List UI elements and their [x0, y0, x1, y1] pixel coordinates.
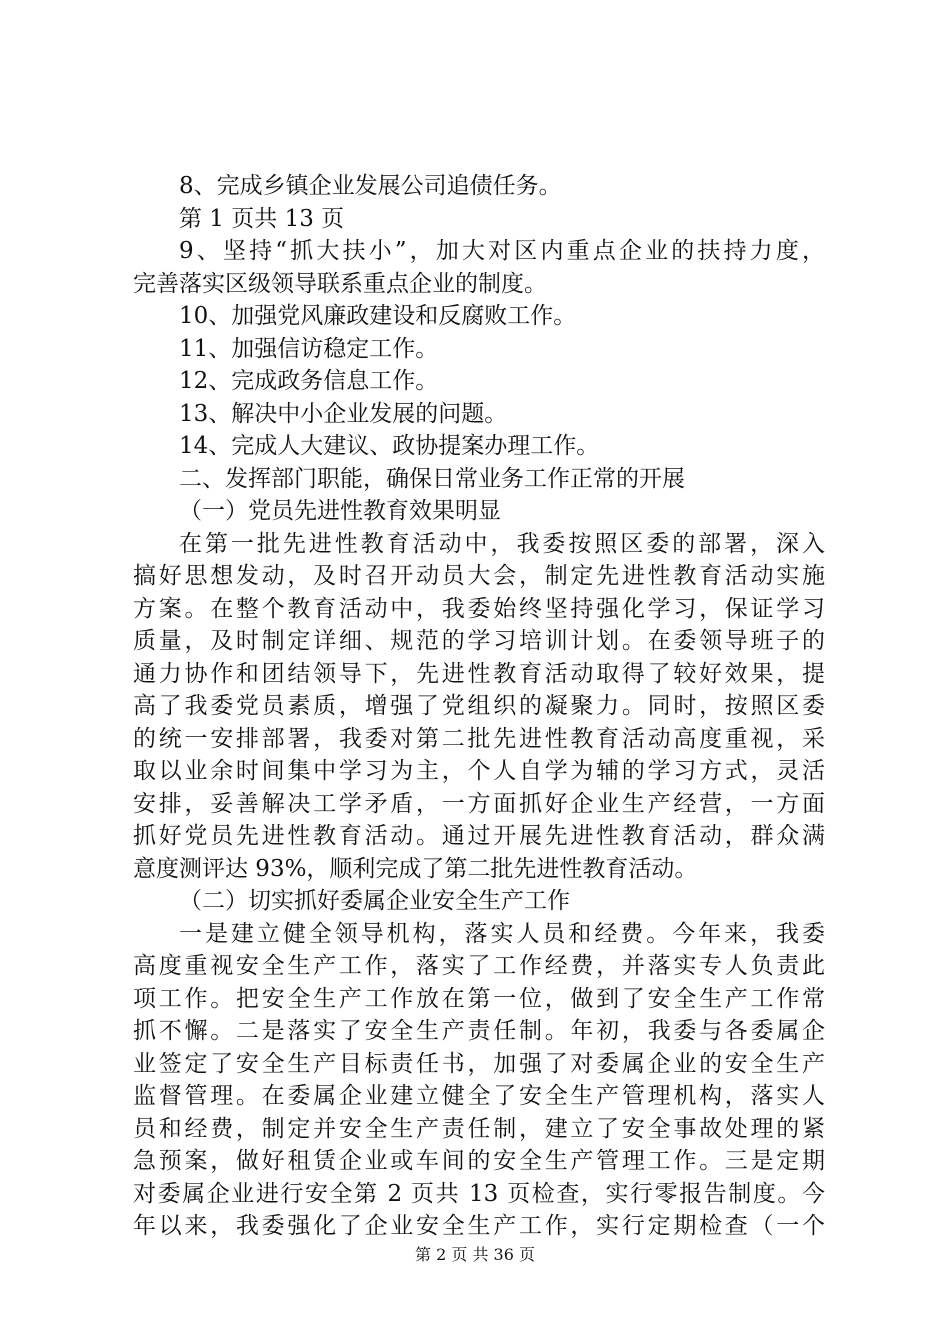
text-line: 10、加强党风廉政建设和反腐败工作。 [179, 303, 577, 329]
text-line: 抓好党员先进性教育活动。通过开展先进性教育活动，群众满 [133, 823, 825, 849]
text-line: 14、完成人大建议、政协提案办理工作。 [179, 433, 600, 459]
text-line: 安排，妥善解决工学矛盾，一方面抓好企业生产经营，一方面 [133, 790, 825, 817]
page-footer: 第 2 页 共 36 页 [415, 1245, 535, 1264]
text-line: 通力协作和团结领导下，先进性教育活动取得了较好效果，提 [133, 660, 825, 687]
text-line: 高了我委党员素质，增强了党组织的凝聚力。同时，按照区委 [133, 693, 825, 719]
text-line: 11、加强信访稳定工作。 [179, 335, 439, 362]
text-line: 9、坚持“抓大扶小”，加大对区内重点企业的扶持力度， [179, 238, 825, 264]
text-line: 在第一批先进性教育活动中，我委按照区委的部署，深入 [179, 530, 825, 557]
text-line: 13、解决中小企业发展的问题。 [179, 400, 508, 427]
text-line: 抓不懈。二是落实了安全生产责任制。年初，我委与各委属企 [133, 1018, 825, 1044]
text-line: 业签定了安全生产目标责任书，加强了对委属企业的安全生产 [133, 1050, 825, 1077]
text-line: 意度测评达 93%，顺利完成了第二批先进性教育活动。 [133, 855, 698, 882]
text-line: 高度重视安全生产工作，落实了工作经费，并落实专人负责此 [133, 953, 825, 979]
text-line: 项工作。把安全生产工作放在第一位，做到了安全生产工作常 [133, 985, 825, 1012]
text-line: 年以来，我委强化了企业安全生产工作，实行定期检查（一个 [133, 1213, 825, 1239]
text-line: 方案。在整个教育活动中，我委始终坚持强化学习，保证学习 [133, 595, 825, 622]
text-line: （一）党员先进性教育效果明显 [179, 498, 501, 524]
text-line: 质量，及时制定详细、规范的学习培训计划。在委领导班子的 [133, 628, 825, 654]
text-line: 对委属企业进行安全第 2 页共 13 页检查，实行零报告制度。今 [133, 1180, 825, 1207]
text-line: 二、发挥部门职能，确保日常业务工作正常的开展 [179, 465, 685, 492]
text-line: 一是建立健全领导机构，落实人员和经费。今年来，我委 [179, 920, 825, 947]
text-line: 搞好思想发动，及时召开动员大会，制定先进性教育活动实施 [133, 563, 825, 589]
text-line: 监督管理。在委属企业建立健全了安全生产管理机构，落实人 [133, 1083, 825, 1109]
text-line: 取以业余时间集中学习为主，个人自学为辅的学习方式，灵活 [133, 758, 825, 784]
text-line: （二）切实抓好委属企业安全生产工作 [179, 888, 570, 914]
text-line: 的统一安排部署，我委对第二批先进性教育活动高度重视，采 [133, 725, 825, 752]
text-line: 第 1 页共 13 页 [179, 205, 345, 232]
document-body [133, 170, 825, 1243]
text-line: 完善落实区级领导联系重点企业的制度。 [133, 270, 547, 297]
text-line: 员和经费，制定并安全生产责任制，建立了安全事故处理的紧 [133, 1115, 825, 1142]
text-line: 8、完成乡镇企业发展公司追债任务。 [179, 173, 562, 199]
text-line: 急预案，做好租赁企业或车间的安全生产管理工作。三是定期 [133, 1148, 825, 1174]
text-line: 12、完成政务信息工作。 [179, 368, 439, 394]
